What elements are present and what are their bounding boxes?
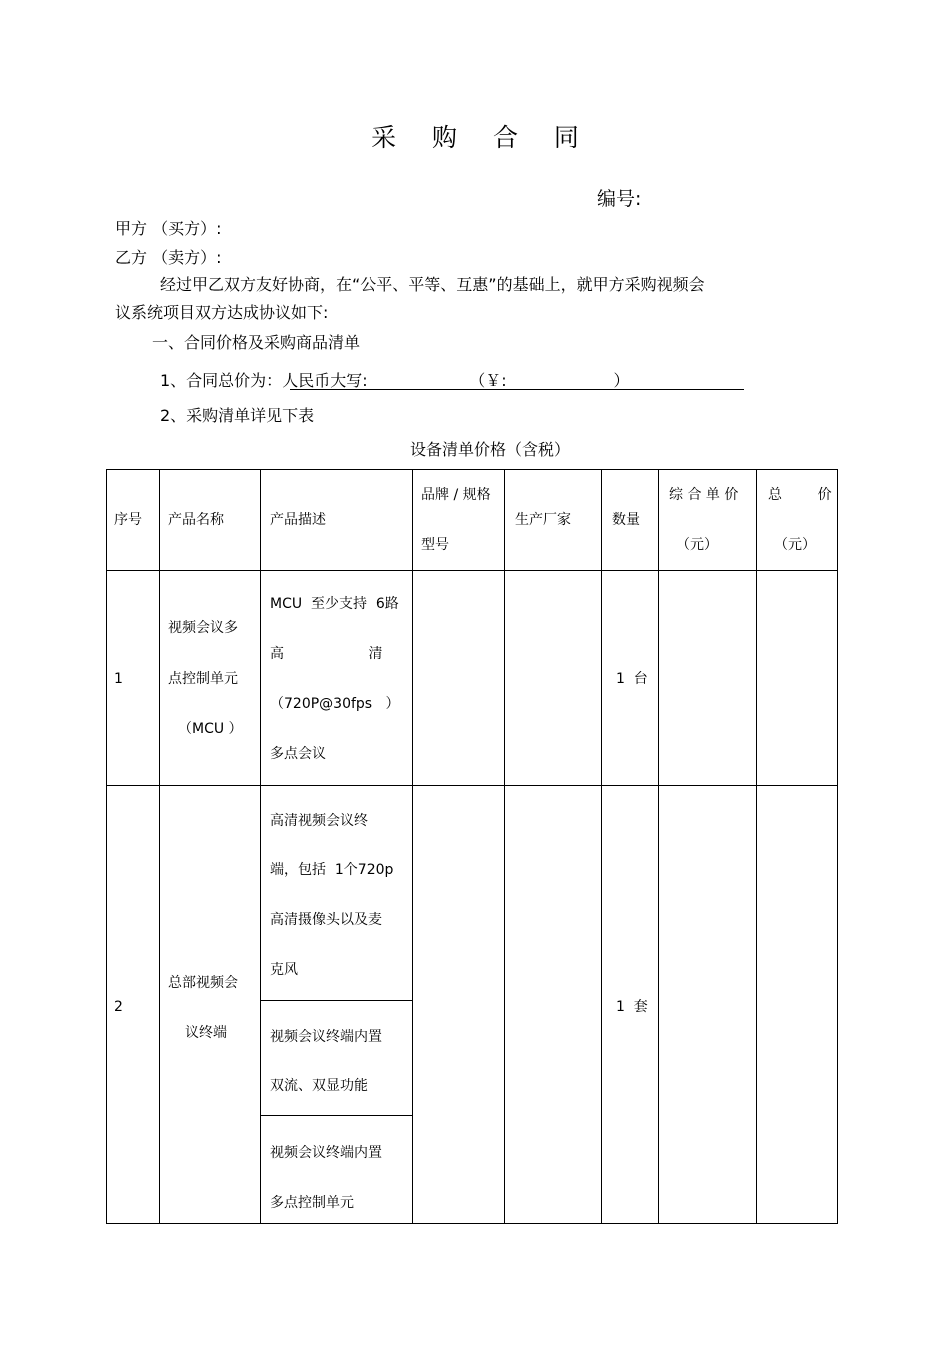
row1-name-line3: （MCU ） — [178, 721, 243, 737]
col-line-6 — [658, 469, 659, 1224]
header-total-line2: （元） — [774, 537, 816, 553]
row2-desc-c-line1: 视频会议终端内置 — [270, 1145, 382, 1161]
header-qty: 数量 — [612, 512, 640, 528]
header-brand-line2: 型号 — [421, 537, 449, 553]
table-row1-bottom — [106, 785, 838, 786]
col-line-5 — [601, 469, 602, 1224]
item-1-amount-field: 人民币大写: （￥: ） — [282, 371, 630, 390]
header-maker: 生产厂家 — [515, 512, 571, 528]
row1-desc-line2: 高 清 — [270, 646, 383, 662]
row1-name-line2: 点控制单元 — [168, 671, 238, 687]
item-1-total-price — [160, 368, 630, 391]
row1-name-line1: 视频会议多 — [168, 620, 238, 636]
header-brand-line1: 品牌 / 规格 — [421, 487, 491, 503]
col-line-2 — [260, 469, 261, 1224]
row1-desc-line4: 多点会议 — [270, 746, 326, 762]
desc-split-2 — [261, 1115, 413, 1116]
header-total-line1: 总 价 — [768, 487, 832, 503]
header-unit-price-line1: 综 合 单 价 — [669, 487, 739, 503]
row1-qty: 1 台 — [616, 671, 648, 687]
row1-seq: 1 — [114, 671, 123, 687]
item-1-prefix: 1、合同总价为： — [160, 371, 283, 390]
col-line-4 — [504, 469, 505, 1224]
header-name: 产品名称 — [168, 512, 224, 528]
row2-desc-a-line3: 高清摄像头以及麦 — [270, 912, 382, 928]
row2-desc-a-line2: 端，包括 1个720p — [270, 862, 394, 878]
contract-number-label: 编号: — [597, 188, 642, 210]
row2-desc-b-line2: 双流、双显功能 — [270, 1078, 368, 1094]
header-desc: 产品描述 — [270, 512, 326, 528]
row2-seq: 2 — [114, 999, 123, 1015]
row1-desc-line3: （720P@30fps ） — [270, 696, 400, 712]
col-line-1 — [159, 469, 160, 1224]
row2-desc-b-line1: 视频会议终端内置 — [270, 1029, 382, 1045]
intro-line-1: 经过甲乙双方友好协商，在“公平、平等、互惠”的基础上，就甲方采购视频会 — [160, 275, 705, 294]
desc-split-1 — [261, 1000, 413, 1001]
header-unit-price-line2: （元） — [676, 537, 718, 553]
col-line-3 — [412, 469, 413, 1224]
document-title: 采 购 合 同 — [371, 123, 593, 152]
row1-desc-line1: MCU 至少支持 6路 — [270, 596, 399, 612]
intro-line-2: 议系统项目双方达成协议如下: — [115, 303, 329, 322]
header-seq: 序号 — [114, 512, 142, 528]
table-header-bottom — [106, 570, 838, 571]
table-border-left — [106, 469, 107, 1224]
party-b-label: 乙方 （卖方）: — [115, 248, 222, 267]
section-1-heading: 一、合同价格及采购商品清单 — [152, 333, 361, 352]
col-line-7 — [756, 469, 757, 1224]
row2-name-line1: 总部视频会 — [168, 975, 238, 991]
row2-qty: 1 套 — [616, 999, 648, 1015]
table-caption: 设备清单价格（含税） — [409, 440, 570, 459]
table-border-bottom — [106, 1223, 838, 1224]
amount-underline — [290, 389, 744, 390]
row2-desc-a-line1: 高清视频会议终 — [270, 813, 368, 829]
row2-desc-c-line2: 多点控制单元 — [270, 1195, 354, 1211]
item-2-list-note: 2、采购清单详见下表 — [160, 406, 315, 425]
row2-name-line2: 议终端 — [185, 1025, 227, 1041]
party-a-label: 甲方 （买方）: — [115, 219, 222, 238]
row2-desc-a-line4: 克风 — [270, 962, 298, 978]
table-border-right — [837, 469, 838, 1224]
